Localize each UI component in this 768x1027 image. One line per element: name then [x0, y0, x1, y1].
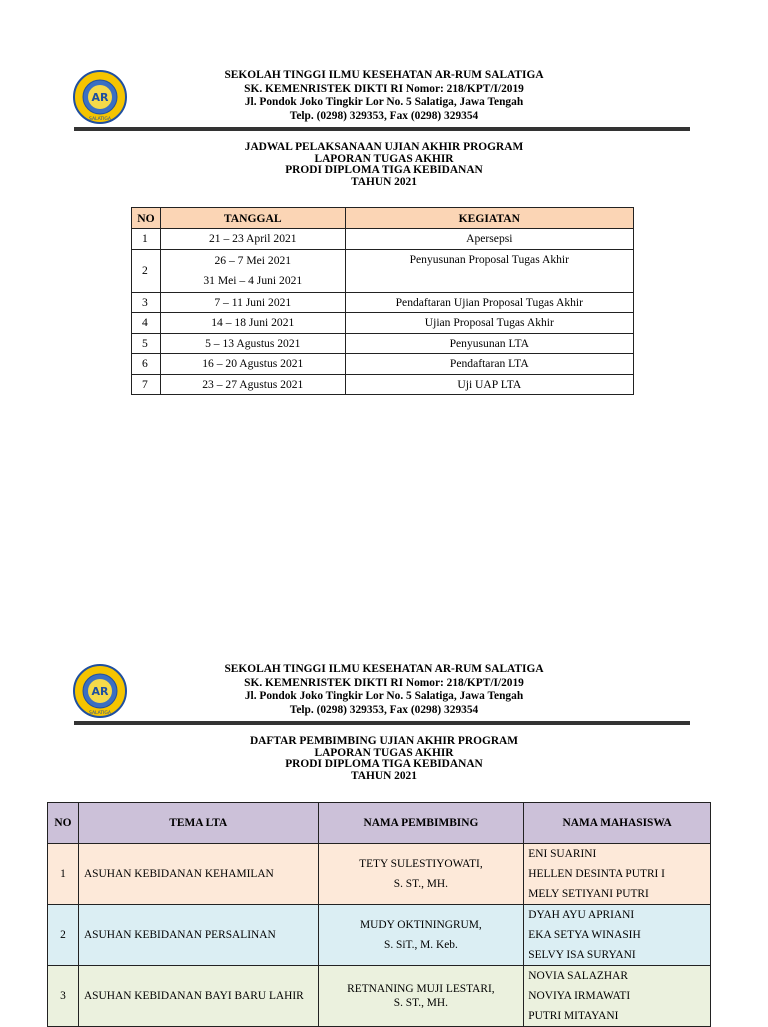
svg-text:AR: AR: [91, 91, 109, 104]
table-row: [132, 333, 634, 354]
pembimbing-title: [160, 736, 608, 782]
pembimbing-degree: S. SiT., M. Keb.: [383, 939, 458, 951]
student-name: DYAH AYU APRIANI: [528, 909, 635, 921]
row-pembimbing: [318, 966, 524, 1027]
college-logo: [73, 70, 127, 124]
pembimbing-title-line4: TAHUN 2021: [351, 769, 417, 782]
student-name: PUTRI MITAYANI: [528, 1010, 619, 1022]
pembimbing-name: TETY SULESTIYOWATI,: [359, 858, 483, 870]
row-pembimbing: [318, 844, 524, 905]
header-tanggal: TANGGAL: [160, 208, 345, 229]
address: Jl. Pondok Joko Tingkir Lor No. 5 Salatiga, Jawa Tengah: [244, 96, 524, 109]
institution-name: SEKOLAH TINGGI ILMU KESEHATAN AR-RUM SALATIGA: [224, 69, 544, 81]
row-kegiatan: Pendaftaran LTA: [345, 354, 633, 375]
row-kegiatan: Uji UAP LTA: [345, 374, 633, 395]
row-mahasiswa: [524, 905, 711, 966]
row-tanggal: 21 – 23 April 2021: [160, 229, 345, 250]
table-row: [48, 966, 711, 1027]
student-name: EKA SETYA WINASIH: [528, 929, 641, 941]
phone-fax: Telp. (0298) 329353, Fax (0298) 329354: [289, 109, 479, 122]
pembimbing-title-line3: PRODI DIPLOMA TIGA KEBIDANAN: [285, 758, 483, 771]
schedule-title: [160, 142, 608, 188]
schedule-title-line3: PRODI DIPLOMA TIGA KEBIDANAN: [285, 164, 483, 177]
header-tema: TEMA LTA: [78, 803, 318, 844]
row-no: 1: [132, 229, 161, 250]
row-tanggal: 5 – 13 Agustus 2021: [160, 333, 345, 354]
svg-text:SALATIGA: SALATIGA: [89, 117, 111, 122]
row-tanggal: 16 – 20 Agustus 2021: [160, 354, 345, 375]
pembimbing-title-line2: LAPORAN TUGAS AKHIR: [314, 746, 454, 759]
row-pembimbing: [318, 905, 524, 966]
schedule-title-line4: TAHUN 2021: [351, 175, 417, 188]
row-mahasiswa: [524, 844, 711, 905]
student-name: SELVY ISA SURYANI: [528, 949, 636, 961]
row-kegiatan: Ujian Proposal Tugas Akhir: [345, 313, 633, 334]
decree-number: SK. KEMENRISTEK DIKTI RI Nomor: 218/KPT/I/2019: [244, 82, 524, 95]
row-kegiatan: Penyusunan Proposal Tugas Akhir: [345, 249, 633, 292]
schedule-table: [131, 207, 634, 395]
row-tema: ASUHAN KEBIDANAN BAYI BARU LAHIR: [78, 966, 318, 1027]
row-no: 7: [132, 374, 161, 395]
student-name: NOVIA SALAZHAR: [528, 970, 628, 982]
table-row: [132, 229, 634, 250]
row-tanggal-line1: 26 – 7 Mei 2021: [214, 253, 292, 267]
student-name: HELLEN DESINTA PUTRI I: [528, 868, 665, 880]
header-no: NO: [132, 208, 161, 229]
table-row: [48, 905, 711, 966]
table-row: [132, 354, 634, 375]
table-row: [132, 249, 634, 292]
table-row: [48, 844, 711, 905]
row-mahasiswa: [524, 966, 711, 1027]
table-header-row: [132, 208, 634, 229]
schedule-title-line2: LAPORAN TUGAS AKHIR: [314, 152, 454, 165]
phone-fax: Telp. (0298) 329353, Fax (0298) 329354: [289, 703, 479, 716]
table-row: [132, 374, 634, 395]
row-no: 4: [132, 313, 161, 334]
college-logo: [73, 664, 127, 718]
student-name: ENI SUARINI: [528, 848, 597, 860]
institution-name: SEKOLAH TINGGI ILMU KESEHATAN AR-RUM SALATIGA: [224, 663, 544, 675]
table-row: [132, 292, 634, 313]
header-pembimbing: NAMA PEMBIMBING: [318, 803, 524, 844]
header-kegiatan: KEGIATAN: [345, 208, 633, 229]
institution-header: [160, 69, 608, 123]
pembimbing-name: RETNANING MUJI LESTARI,: [347, 983, 495, 995]
institution-header: [160, 663, 608, 717]
row-kegiatan: Pendaftaran Ujian Proposal Tugas Akhir: [345, 292, 633, 313]
table-row: [132, 313, 634, 334]
student-name: NOVIYA IRMAWATI: [528, 990, 631, 1002]
row-kegiatan: Penyusunan LTA: [345, 333, 633, 354]
row-no: 3: [48, 966, 79, 1027]
row-tema: ASUHAN KEBIDANAN KEHAMILAN: [78, 844, 318, 905]
header-divider: [74, 127, 690, 131]
svg-text:SALATIGA: SALATIGA: [89, 711, 111, 716]
row-tanggal: 14 – 18 Juni 2021: [160, 313, 345, 334]
pembimbing-name: MUDY OKTININGRUM,: [360, 919, 482, 931]
row-tanggal: 7 – 11 Juni 2021: [160, 292, 345, 313]
student-name: MELY SETIYANI PUTRI: [528, 888, 649, 900]
row-kegiatan: Apersepsi: [345, 229, 633, 250]
row-no: 5: [132, 333, 161, 354]
pembimbing-degree: S. ST., MH.: [393, 878, 449, 890]
table-header-row: [48, 803, 711, 844]
row-tanggal: 23 – 27 Agustus 2021: [160, 374, 345, 395]
header-mahasiswa: NAMA MAHASISWA: [524, 803, 711, 844]
schedule-title-line1: JADWAL PELAKSANAAN UJIAN AKHIR PROGRAM: [244, 141, 524, 153]
row-tanggal: [160, 249, 345, 292]
pembimbing-title-line1: DAFTAR PEMBIMBING UJIAN AKHIR PROGRAM: [249, 735, 519, 747]
row-no: 3: [132, 292, 161, 313]
row-tema: ASUHAN KEBIDANAN PERSALINAN: [78, 905, 318, 966]
row-tanggal-line2: 31 Mei – 4 Juni 2021: [203, 273, 303, 287]
row-no: 2: [48, 905, 79, 966]
row-no: 6: [132, 354, 161, 375]
row-no: 2: [132, 249, 161, 292]
address: Jl. Pondok Joko Tingkir Lor No. 5 Salatiga, Jawa Tengah: [244, 690, 524, 703]
row-no: 1: [48, 844, 79, 905]
header-divider: [74, 721, 690, 725]
pembimbing-degree: S. ST., MH.: [393, 997, 449, 1009]
header-no: NO: [48, 803, 79, 844]
svg-text:AR: AR: [91, 685, 109, 698]
decree-number: SK. KEMENRISTEK DIKTI RI Nomor: 218/KPT/I/2019: [244, 676, 524, 689]
pembimbing-table: [47, 802, 711, 1027]
